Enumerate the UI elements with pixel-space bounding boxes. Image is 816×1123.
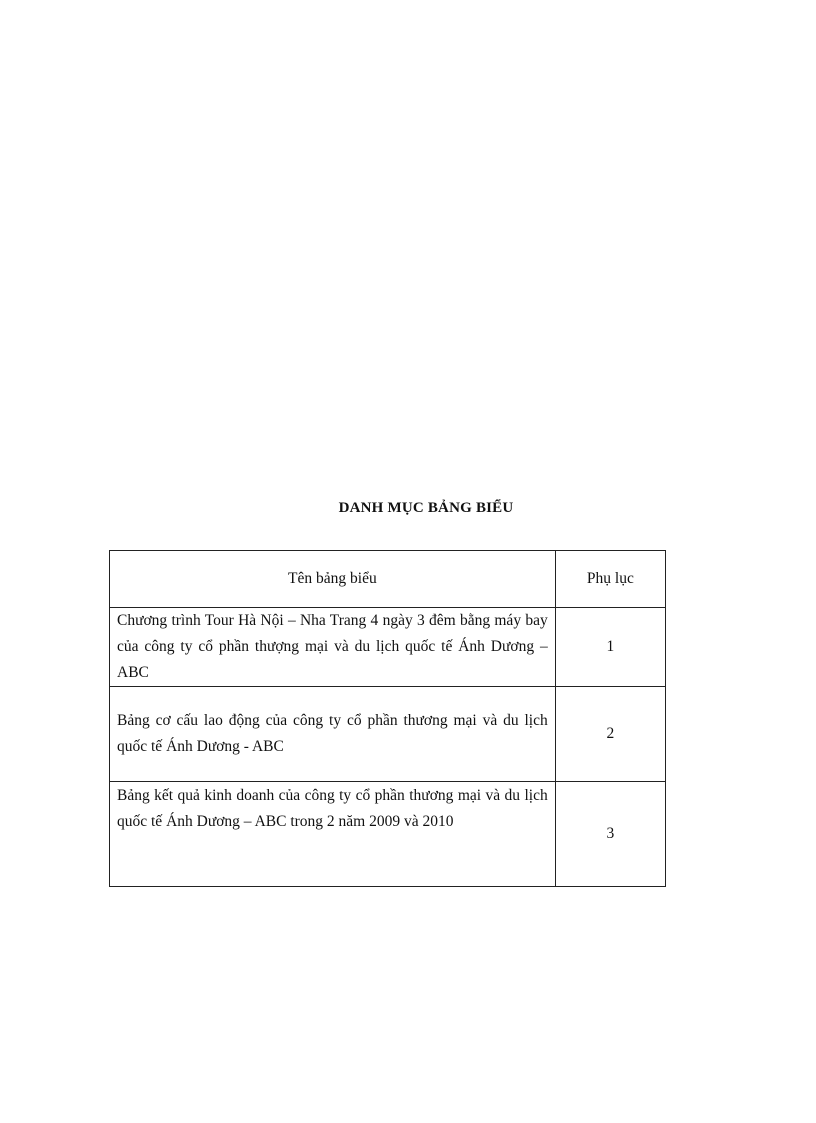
table-row [110, 687, 666, 782]
appendix-number-cell: 2 [555, 687, 665, 782]
header-table-name: Tên bảng biểu [110, 551, 556, 608]
table-row [110, 782, 666, 887]
table-name-cell: Bảng kết quả kinh doanh của công ty cổ phần thương mại và du lịch quốc tế Ánh Dương – ABC trong 2 năm 2009 và 2010 [110, 782, 556, 887]
table-row [110, 608, 666, 687]
document-title: DANH MỤC BẢNG BIỂU [338, 500, 514, 516]
table-name-cell: Bảng cơ cấu lao động của công ty cổ phần thương mại và du lịch quốc tế Ánh Dương - ABC [110, 687, 556, 782]
header-appendix: Phụ lục [555, 551, 665, 608]
table-name-cell: Chương trình Tour Hà Nội – Nha Trang 4 ngày 3 đêm bằng máy bay của công ty cổ phần thượng mại và du lịch quốc tế Ánh Dương – ABC [110, 608, 556, 687]
appendix-number-cell: 1 [555, 608, 665, 687]
appendix-number-cell: 3 [555, 782, 665, 887]
table-list [109, 550, 666, 887]
table-header-row [110, 551, 666, 608]
